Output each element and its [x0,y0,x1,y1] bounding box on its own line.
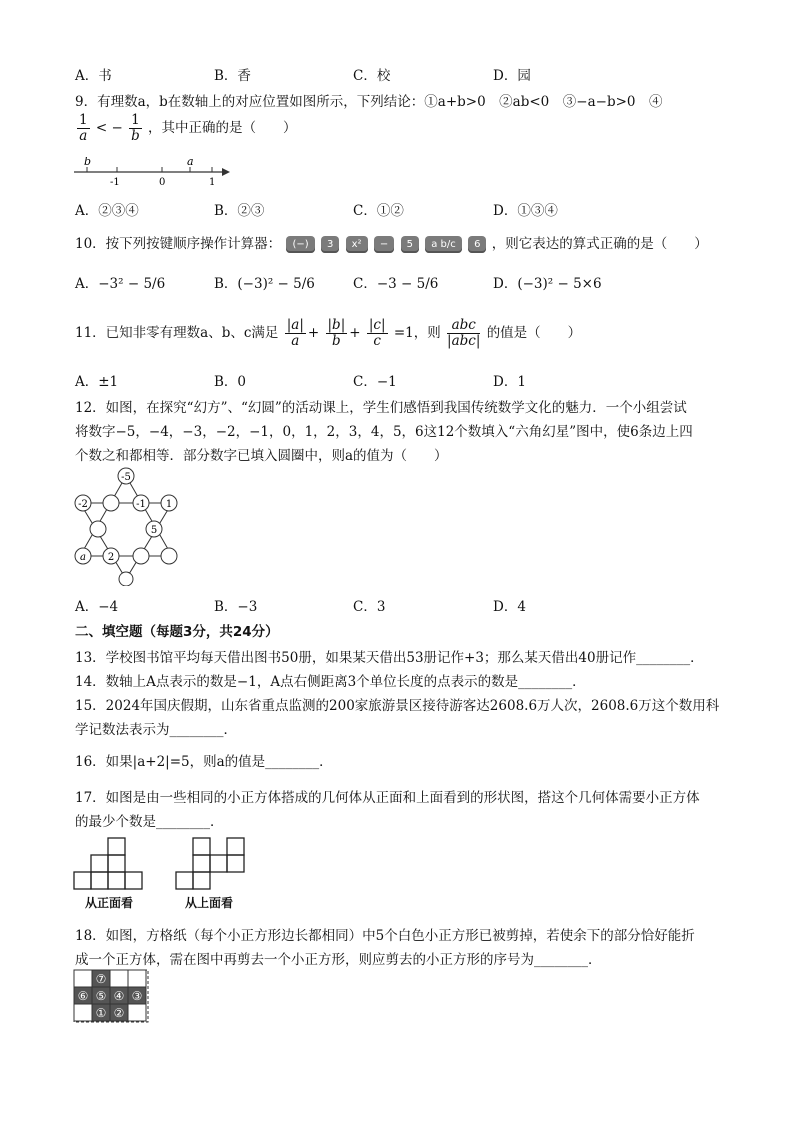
top-view [176,838,244,889]
key-5: 5 [401,236,419,253]
key-fraction: a b/c [425,236,462,253]
q15-line1: 15．2024年国庆假期，山东省重点监测的200家旅游景区接待游客达2608.6万人次，2608.6万这个数用科 [75,698,720,714]
q18-line2: 成一个正方体，需在图中再剪去一个小正方形，则应剪去的小正方形的序号为________． [75,952,602,968]
label-upper-inner-right: -1 [136,499,146,510]
circle-lower-right [161,548,177,564]
q17-view-figures [72,834,252,894]
q10-stem: 10．按下列按键顺序操作计算器： (−) 3 x² − 5 a b/c 6 ，则它表达的算式正确的是（ ） [75,236,708,252]
q8-option-c[interactable]: C．校 [353,68,391,84]
q11-option-c[interactable]: C．−1 [353,374,397,390]
cut-cell [128,1004,146,1021]
q12-option-a[interactable]: A．−4 [75,599,119,615]
q10-options [75,272,755,294]
cut-cell [110,970,128,987]
q12-stem-line1: 12．如图，在探究“幻方”、“幻圆”的活动课上，学生们感悟到我国传统数学文化的魅力．一个小组尝试 [75,400,687,416]
q8-option-a[interactable]: A．书 [75,68,112,84]
q9-fraction-1-over-a: $\frac{1}{a}$ [79,112,88,144]
key-square: x² [346,236,368,253]
label-top: -5 [121,472,131,483]
q11-frac-a: $\frac{|a|}{a}$ [286,317,304,349]
label-1: 1 [209,177,216,188]
q8-option-b[interactable]: B．香 [214,68,251,84]
cut-cell [74,970,92,987]
q17-line1: 17．如图是由一些相同的小正方体搭成的几何体从正面和上面看到的形状图，搭这个几何体需要小正方体 [75,790,700,806]
circle-lower-inner-right [133,548,149,564]
key-negative: (−) [286,236,314,253]
q15-line2: 学记数法表示为________． [75,722,237,738]
label-b: b [84,157,92,168]
q13-text: 13．学校图书馆平均每天借出图书50册，如果某天借出53册记作+3；那么某天借出40册记作________． [75,650,704,666]
q10-option-d[interactable]: D．(−3)² − 5×6 [493,276,602,292]
number-line-arrow [222,168,230,176]
cell-2: ② [113,1006,125,1020]
q11-options [75,370,755,392]
q12-option-d[interactable]: D．4 [493,599,526,615]
cell-6: ⑥ [77,989,89,1003]
section-heading: 二、填空题（每题3分，共24分） [75,624,279,640]
cut-cell [128,970,146,987]
q17-line2: 的最少个数是________． [75,814,224,830]
cell-4: ④ [113,989,125,1003]
front-view [74,838,142,889]
q11-stem: 11．已知非零有理数a、b、c满足 $\frac{|a|}{a}$ + $\frac{|b|}{b}$ + $\frac{|c|}{c}$ =1，则 $\frac{\text{abc}}{\text{|abc|}}$ 的值是（ ） [75,317,582,349]
label-upper-right: 1 [165,499,173,510]
q12-options [75,595,755,617]
label-upper-left: -2 [78,499,88,510]
q12-stem-line2: 将数字−5，−4，−3，−2，−1，0，1，2，3，4，5，6这12个数填入“六角幻星”图中，使6条边上四 [75,424,693,440]
circle-upper-inner-left [103,495,119,511]
q11-option-a[interactable]: A．±1 [75,374,119,390]
q10-option-b[interactable]: B．(−3)² − 5/6 [214,276,315,292]
q11-option-b[interactable]: B．0 [214,374,247,390]
label-minus1: -1 [110,177,120,188]
q12-stem-line3: 个数之和都相等．部分数字已填入圆圈中，则a的值为（ ） [75,448,448,464]
q9-options [75,199,755,221]
cell-1: ① [95,1006,107,1020]
q11-frac-c: $\frac{|c|}{c}$ [368,317,386,349]
q12-option-b[interactable]: B．−3 [214,599,258,615]
q9-fraction-1-over-b: $\frac{1}{b}$ [131,112,140,144]
q9-option-d[interactable]: D．①③④ [493,203,558,219]
label-a: a [80,552,86,563]
circle-mid-left [90,521,106,537]
q11-option-d[interactable]: D．1 [493,374,526,390]
q18-line1: 18．如图，方格纸（每个小正方形边长都相同）中5个白色小正方形已被剪掉，若使余下的部分恰好能折 [75,928,695,944]
label-a: a [187,157,194,168]
label-mid-right: 5 [150,525,158,536]
q9-stem-line1: 9．有理数a，b在数轴上的对应位置如图所示，下列结论：①a+b>0 ②ab<0 ③−a−b>0 ④ [75,94,663,110]
key-minus: − [374,236,394,253]
cell-7: ⑦ [95,972,107,986]
q9-stem-line2: $\frac{1}{a}$ < − $\frac{1}{b}$ ，其中正确的是（ ） [79,112,297,144]
q8-options [75,64,755,86]
q12-hexagram-figure [70,466,182,586]
q12-option-c[interactable]: C．3 [353,599,386,615]
cell-3: ③ [131,989,143,1003]
q9-number-line [72,157,232,189]
triangle-down [80,503,172,579]
q10-option-a[interactable]: A．−3² − 5/6 [75,276,166,292]
q16-text: 16．如果|a+2|=5，则a的值是________． [75,754,333,770]
q9-option-b[interactable]: B．②③ [214,203,265,219]
key-6: 6 [468,236,486,253]
q11-frac-b: $\frac{|b|}{b}$ [327,317,346,349]
q10-option-c[interactable]: C．−3 − 5/6 [353,276,439,292]
q8-option-d[interactable]: D．园 [493,68,531,84]
circle-bottom [119,572,133,586]
label-lower-inner-left: 2 [107,552,115,563]
q9-option-c[interactable]: C．①② [353,203,404,219]
q9-option-a[interactable]: A．②③④ [75,203,139,219]
q18-grid-figure [72,968,152,1026]
key-3: 3 [321,236,339,253]
caption-top-view: 从上面看 [185,896,234,910]
triangle-up [80,476,172,556]
cut-cell [74,1004,92,1021]
q11-frac-abc: $\frac{\text{abc}}{\text{|abc|}}$ [447,317,481,349]
cell-5: ⑤ [95,989,107,1003]
label-0: 0 [159,177,166,188]
q14-text: 14．数轴上A点表示的数是−1，A点右侧距离3个单位长度的点表示的数是________． [75,674,586,690]
caption-front-view: 从正面看 [85,896,134,910]
